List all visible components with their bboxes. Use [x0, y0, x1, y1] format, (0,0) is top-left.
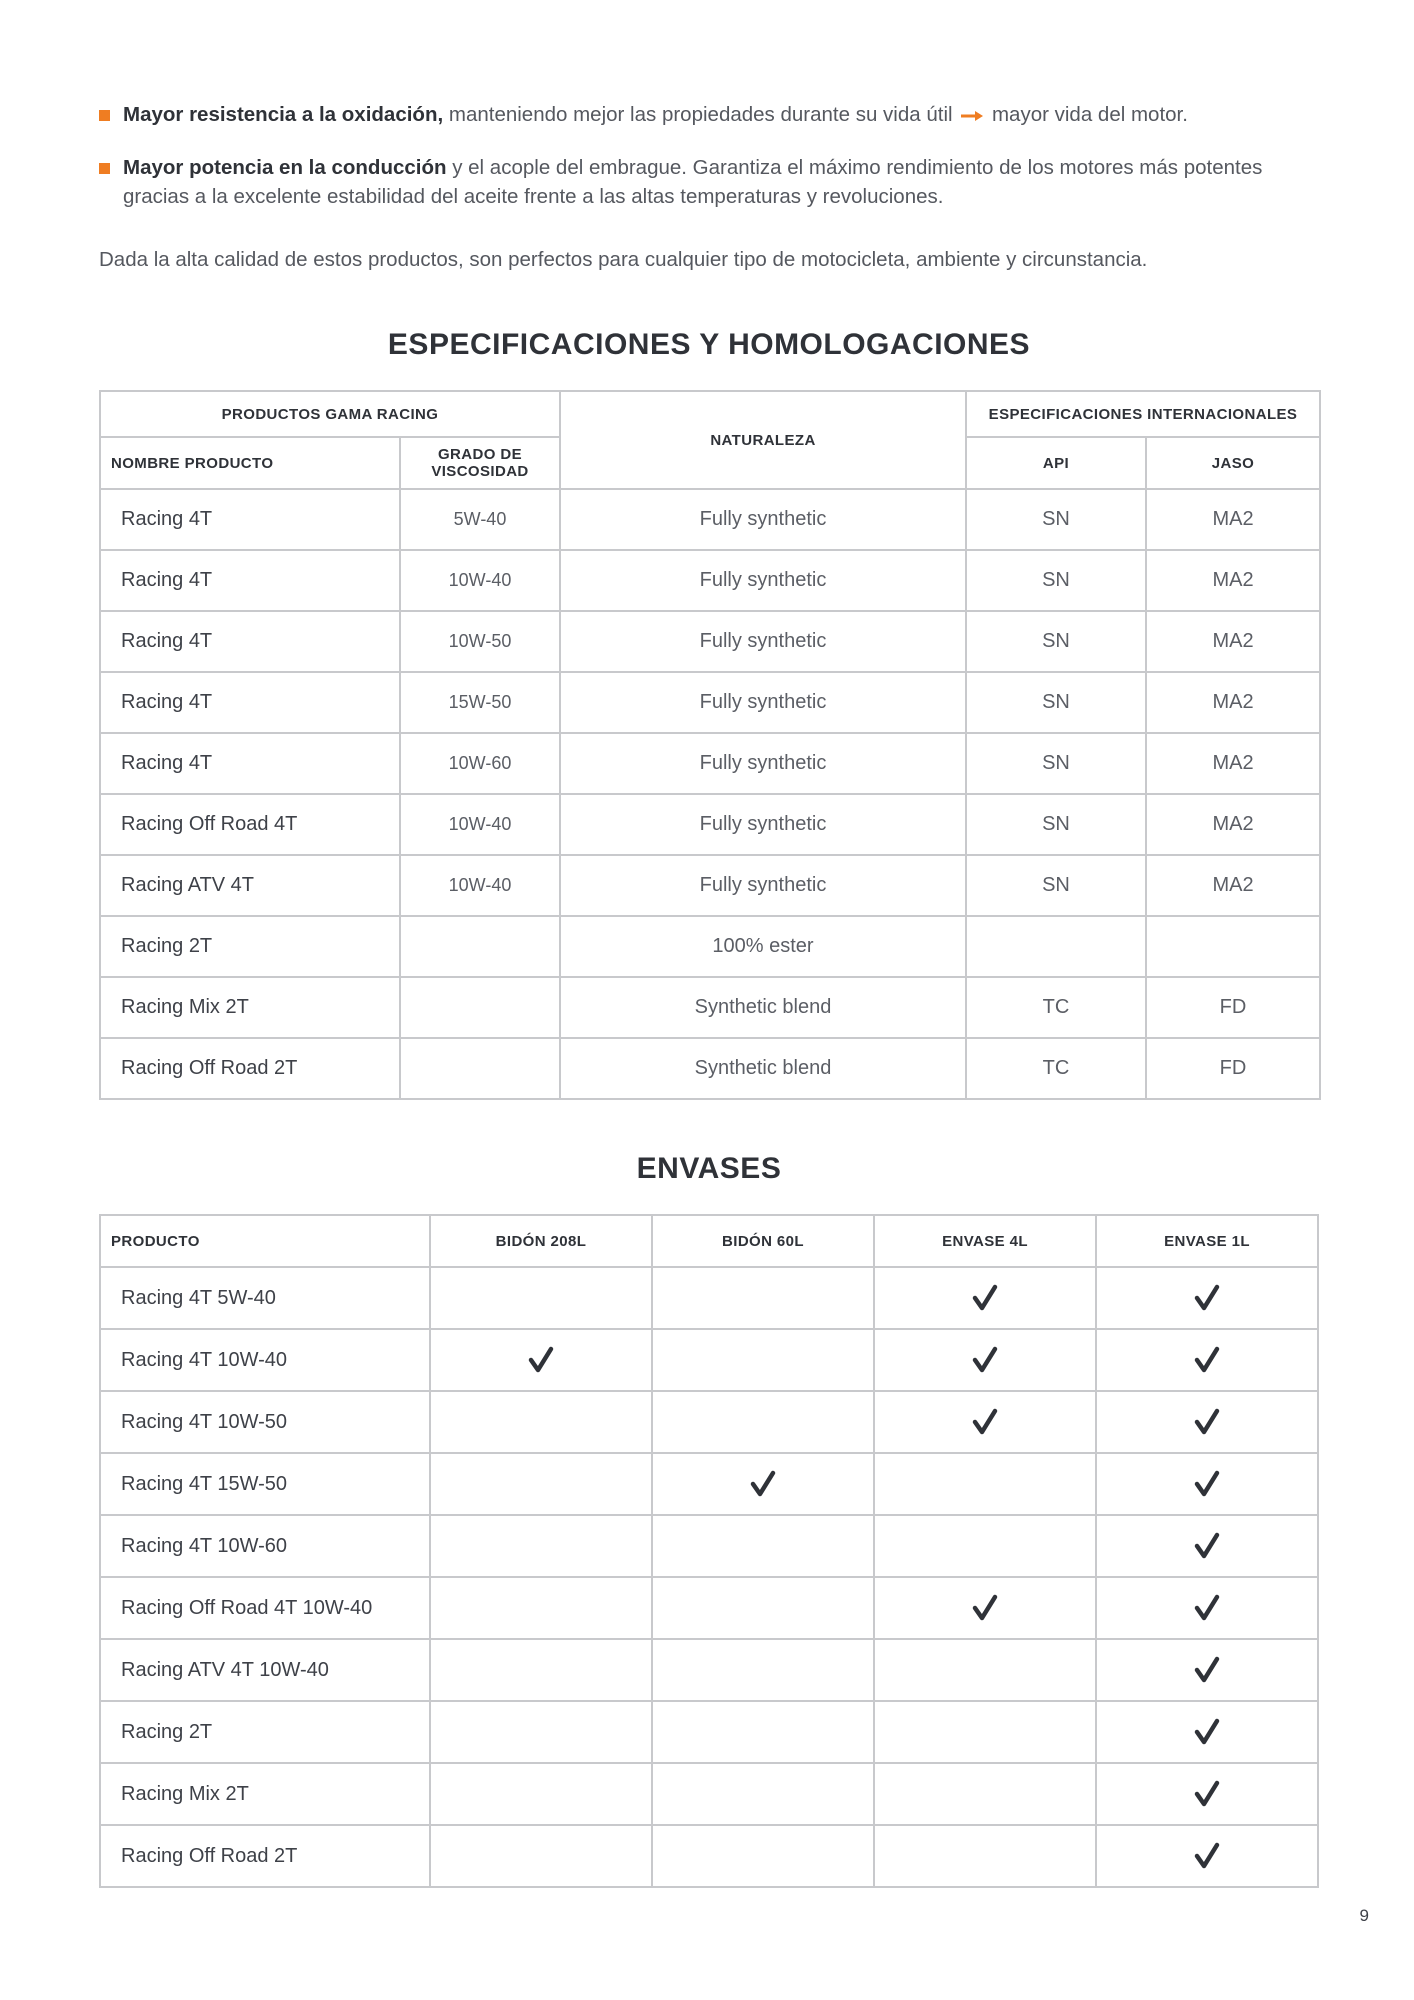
- cell-api: SN: [966, 550, 1146, 611]
- cell-availability: [652, 1701, 874, 1763]
- cell-api: SN: [966, 672, 1146, 733]
- envase-row: [100, 1639, 1318, 1701]
- specs-title: ESPECIFICACIONES Y HOMOLOGACIONES: [387, 328, 1031, 361]
- cell-availability: [430, 1577, 652, 1639]
- cell-api: SN: [966, 489, 1146, 550]
- cell-availability: [874, 1515, 1096, 1577]
- spec-row: [100, 733, 1320, 794]
- cell-availability: [430, 1391, 652, 1453]
- cell-api: SN: [966, 611, 1146, 672]
- cell-jaso: FD: [1146, 977, 1320, 1038]
- cell-product-name: Racing Mix 2T: [100, 977, 400, 1038]
- cell-nature: Fully synthetic: [560, 611, 966, 672]
- check-icon: [970, 1345, 1000, 1375]
- bullet-square-icon: [99, 163, 110, 174]
- check-icon: [526, 1345, 556, 1375]
- cell-api: SN: [966, 855, 1146, 916]
- header-container-2: BIDÓN 60L: [652, 1215, 874, 1267]
- bullet-text: manteniendo mejor las propiedades durante su vida útil: [443, 103, 953, 126]
- cell-availability: [1096, 1577, 1318, 1639]
- bullet-square-icon: [99, 110, 110, 121]
- check-icon: [748, 1469, 778, 1499]
- cell-jaso: MA2: [1146, 489, 1320, 550]
- bullet-bold: Mayor resistencia a la oxidación,: [123, 103, 444, 126]
- cell-jaso: MA2: [1146, 550, 1320, 611]
- check-icon: [1192, 1841, 1222, 1871]
- cell-api: TC: [966, 977, 1146, 1038]
- check-icon: [970, 1407, 1000, 1437]
- cell-product: Racing ATV 4T 10W-40: [100, 1639, 430, 1701]
- cell-api: SN: [966, 733, 1146, 794]
- spec-row: [100, 672, 1320, 733]
- cell-availability: [430, 1825, 652, 1887]
- intro-paragraph: Dada la alta calidad de estos productos, son perfectos para cualquier tipo de motocicleta, ambiente y circunstancia.: [99, 248, 1148, 271]
- cell-product-name: Racing 4T: [100, 672, 400, 733]
- envase-row: [100, 1391, 1318, 1453]
- cell-availability: [874, 1701, 1096, 1763]
- cell-product: Racing 2T: [100, 1701, 430, 1763]
- cell-product: Racing Off Road 4T 10W-40: [100, 1577, 430, 1639]
- spec-row: [100, 855, 1320, 916]
- cell-availability: [652, 1329, 874, 1391]
- cell-availability: [1096, 1391, 1318, 1453]
- cell-availability: [874, 1763, 1096, 1825]
- specs-table: [99, 390, 1321, 1100]
- envases-title: ENVASES: [636, 1152, 782, 1185]
- cell-availability: [874, 1577, 1096, 1639]
- cell-api: TC: [966, 1038, 1146, 1099]
- cell-jaso: MA2: [1146, 611, 1320, 672]
- bullet-power: [99, 153, 1329, 211]
- cell-jaso: [1146, 916, 1320, 977]
- cell-product: Racing 4T 10W-60: [100, 1515, 430, 1577]
- cell-product-name: Racing 2T: [100, 916, 400, 977]
- cell-jaso: FD: [1146, 1038, 1320, 1099]
- bullet-text: y el acople del embrague. Garantiza el máximo rendimiento de los motores más potentes gracias a la excelente estabilidad del aceite frente a las altas temperaturas y revoluciones.: [123, 156, 1263, 208]
- cell-product: Racing Mix 2T: [100, 1763, 430, 1825]
- cell-nature: 100% ester: [560, 916, 966, 977]
- cell-availability: [1096, 1825, 1318, 1887]
- cell-viscosity: [400, 977, 560, 1038]
- cell-product: Racing 4T 5W-40: [100, 1267, 430, 1329]
- cell-availability: [1096, 1329, 1318, 1391]
- check-icon: [1192, 1407, 1222, 1437]
- cell-availability: [874, 1267, 1096, 1329]
- cell-jaso: MA2: [1146, 855, 1320, 916]
- cell-viscosity: 5W-40: [400, 489, 560, 550]
- cell-availability: [430, 1329, 652, 1391]
- cell-availability: [1096, 1515, 1318, 1577]
- check-icon: [970, 1593, 1000, 1623]
- cell-product-name: Racing ATV 4T: [100, 855, 400, 916]
- cell-availability: [874, 1825, 1096, 1887]
- cell-nature: Fully synthetic: [560, 794, 966, 855]
- cell-availability: [1096, 1763, 1318, 1825]
- envase-row: [100, 1763, 1318, 1825]
- cell-jaso: MA2: [1146, 794, 1320, 855]
- check-icon: [1192, 1283, 1222, 1313]
- envase-row: [100, 1329, 1318, 1391]
- spec-row: [100, 916, 1320, 977]
- page-number: 9: [1359, 1906, 1369, 1925]
- envase-row: [100, 1825, 1318, 1887]
- cell-availability: [1096, 1453, 1318, 1515]
- header-specs-group: ESPECIFICACIONES INTERNACIONALES: [966, 391, 1320, 437]
- cell-viscosity: 15W-50: [400, 672, 560, 733]
- spec-row: [100, 611, 1320, 672]
- cell-nature: Fully synthetic: [560, 672, 966, 733]
- check-icon: [970, 1283, 1000, 1313]
- cell-api: SN: [966, 794, 1146, 855]
- header-container-1: BIDÓN 208L: [430, 1215, 652, 1267]
- cell-product: Racing 4T 15W-50: [100, 1453, 430, 1515]
- cell-availability: [430, 1701, 652, 1763]
- cell-availability: [652, 1825, 874, 1887]
- cell-availability: [652, 1763, 874, 1825]
- cell-product: Racing 4T 10W-40: [100, 1329, 430, 1391]
- cell-product: Racing 4T 10W-50: [100, 1391, 430, 1453]
- check-icon: [1192, 1779, 1222, 1809]
- cell-availability: [874, 1391, 1096, 1453]
- cell-availability: [652, 1515, 874, 1577]
- cell-availability: [430, 1763, 652, 1825]
- cell-nature: Synthetic blend: [560, 977, 966, 1038]
- header-product: PRODUCTO: [100, 1215, 430, 1267]
- cell-availability: [874, 1639, 1096, 1701]
- header-container-3: ENVASE 4L: [874, 1215, 1096, 1267]
- header-viscosity: GRADO DE VISCOSIDAD: [400, 437, 560, 489]
- feature-bullets: [99, 100, 1329, 235]
- cell-viscosity: 10W-60: [400, 733, 560, 794]
- cell-availability: [430, 1267, 652, 1329]
- cell-viscosity: [400, 916, 560, 977]
- spec-row: [100, 489, 1320, 550]
- cell-product-name: Racing Off Road 4T: [100, 794, 400, 855]
- envase-row: [100, 1267, 1318, 1329]
- cell-availability: [652, 1391, 874, 1453]
- check-icon: [1192, 1717, 1222, 1747]
- cell-product-name: Racing 4T: [100, 550, 400, 611]
- cell-nature: Fully synthetic: [560, 550, 966, 611]
- cell-viscosity: 10W-40: [400, 855, 560, 916]
- cell-availability: [430, 1639, 652, 1701]
- cell-availability: [652, 1453, 874, 1515]
- cell-jaso: MA2: [1146, 672, 1320, 733]
- envase-row: [100, 1577, 1318, 1639]
- envase-row: [100, 1453, 1318, 1515]
- cell-product-name: Racing 4T: [100, 611, 400, 672]
- envases-table: [99, 1214, 1319, 1888]
- header-product-name: NOMBRE PRODUCTO: [100, 437, 400, 489]
- cell-nature: Fully synthetic: [560, 733, 966, 794]
- cell-product-name: Racing 4T: [100, 733, 400, 794]
- cell-viscosity: 10W-40: [400, 550, 560, 611]
- cell-viscosity: 10W-50: [400, 611, 560, 672]
- cell-availability: [874, 1453, 1096, 1515]
- cell-product: Racing Off Road 2T: [100, 1825, 430, 1887]
- envase-row: [100, 1515, 1318, 1577]
- header-nature: NATURALEZA: [560, 391, 966, 489]
- cell-availability: [652, 1267, 874, 1329]
- cell-availability: [1096, 1639, 1318, 1701]
- spec-row: [100, 550, 1320, 611]
- cell-viscosity: 10W-40: [400, 794, 560, 855]
- cell-availability: [1096, 1701, 1318, 1763]
- bullet-bold: Mayor potencia en la conducción: [123, 156, 447, 179]
- cell-nature: Fully synthetic: [560, 489, 966, 550]
- cell-product-name: Racing 4T: [100, 489, 400, 550]
- cell-viscosity: [400, 1038, 560, 1099]
- check-icon: [1192, 1531, 1222, 1561]
- check-icon: [1192, 1655, 1222, 1685]
- check-icon: [1192, 1469, 1222, 1499]
- spec-row: [100, 1038, 1320, 1099]
- bullet-oxidation: [99, 100, 1329, 129]
- cell-nature: Fully synthetic: [560, 855, 966, 916]
- check-icon: [1192, 1593, 1222, 1623]
- cell-nature: Synthetic blend: [560, 1038, 966, 1099]
- spec-row: [100, 977, 1320, 1038]
- cell-availability: [1096, 1267, 1318, 1329]
- header-api: API: [966, 437, 1146, 489]
- header-container-4: ENVASE 1L: [1096, 1215, 1318, 1267]
- cell-availability: [874, 1329, 1096, 1391]
- cell-api: [966, 916, 1146, 977]
- cell-availability: [430, 1515, 652, 1577]
- header-products-group: PRODUCTOS GAMA RACING: [100, 391, 560, 437]
- bullet-after-arrow: mayor vida del motor.: [986, 103, 1188, 126]
- right-arrow-icon: [960, 110, 984, 122]
- envase-row: [100, 1701, 1318, 1763]
- header-jaso: JASO: [1146, 437, 1320, 489]
- check-icon: [1192, 1345, 1222, 1375]
- cell-availability: [430, 1453, 652, 1515]
- spec-row: [100, 794, 1320, 855]
- cell-jaso: MA2: [1146, 733, 1320, 794]
- cell-product-name: Racing Off Road 2T: [100, 1038, 400, 1099]
- cell-availability: [652, 1577, 874, 1639]
- cell-availability: [652, 1639, 874, 1701]
